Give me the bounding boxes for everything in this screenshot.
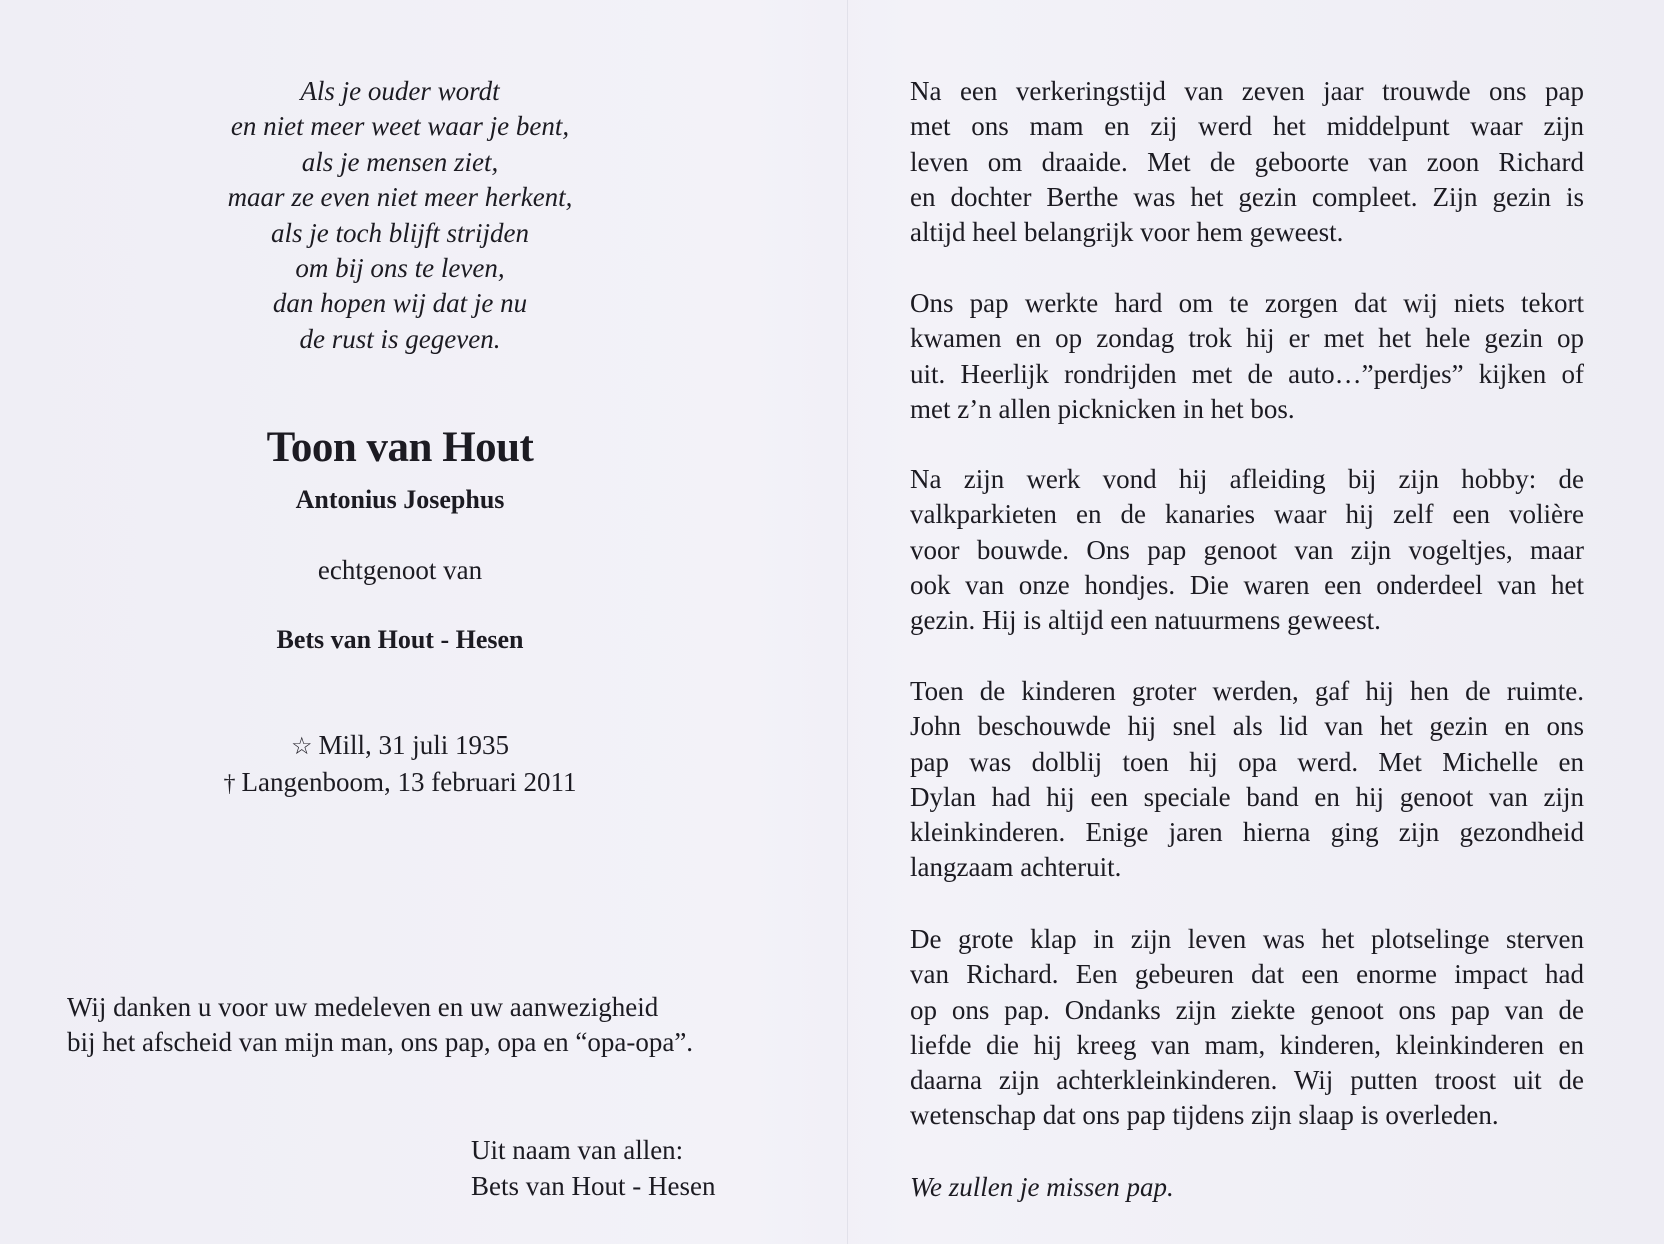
bio-line: De grote klap in zijn leven was het plotselinge sterven — [910, 924, 1584, 954]
poem-line: Als je ouder wordt — [300, 76, 500, 106]
memorial-poem — [100, 74, 700, 357]
left-panel — [0, 0, 830, 1244]
poem-line: dan hopen wij dat je nu — [272, 288, 528, 319]
bio-line: uit. Heerlijk rondrijden met de auto…”perdjes” kijken of — [910, 358, 1584, 389]
deceased-given-names: Antonius Josephus — [295, 485, 505, 514]
bio-line: wetenschap dat ons pap tijdens zijn slaap is overleden. — [910, 1100, 1499, 1131]
birth-line — [100, 728, 700, 765]
poem-line: om bij ons te leven, — [295, 253, 505, 284]
deceased-name: Toon van Hout — [266, 424, 534, 471]
bio-line: Na een verkeringstijd van zeven jaar trouwde ons pap — [910, 76, 1584, 106]
biography-paragraph — [910, 462, 1584, 638]
thanks-line: bij het afscheid van mijn man, ons pap, opa en “opa-opa”. — [67, 1027, 694, 1057]
bio-line: Dylan had hij een speciale band en hij genoot van zijn — [910, 781, 1584, 812]
life-dates — [100, 728, 700, 802]
poem-line: als je mensen ziet, — [301, 146, 499, 177]
poem-line: als je toch blijft strijden — [271, 217, 529, 248]
poem-line: maar ze even niet meer herkent, — [227, 182, 573, 213]
birth-date: Mill, 31 juli 1935 — [318, 730, 510, 760]
death-line — [100, 765, 700, 802]
bio-line: van Richard. Een gebeuren dat een enorme impact had — [910, 959, 1584, 990]
cross-icon: † — [223, 771, 236, 797]
spouse-label: echtgenoot van — [317, 555, 483, 585]
biography-paragraph — [910, 922, 1584, 1134]
bio-line: met ons mam en zij werd het middelpunt waar zijn — [910, 111, 1584, 142]
bio-line: en dochter Berthe was het gezin compleet. Zijn gezin is — [910, 181, 1584, 212]
bio-line: altijd heel belangrijk voor hem geweest. — [910, 217, 1344, 248]
bio-line: Na zijn werk vond hij afleiding bij zijn hobby: de — [910, 464, 1584, 494]
bio-line: gezin. Hij is altijd een natuurmens geweest. — [910, 605, 1381, 636]
signature — [471, 1132, 715, 1204]
biography-paragraph — [910, 74, 1584, 250]
star-icon: ☆ — [290, 734, 313, 760]
bio-line: voor bouwde. Ons pap genoot van zijn vogeltjes, maar — [910, 534, 1584, 565]
bio-line: Toen de kinderen groter werden, gaf hij hen de ruimte. — [910, 676, 1584, 706]
bio-line: kwamen en op zondag trok hij er met het hele gezin op — [910, 323, 1584, 354]
signature-line: Bets van Hout - Hesen — [471, 1171, 716, 1201]
bio-line: Ons pap werkte hard om te zorgen dat wij niets tekort — [910, 288, 1584, 318]
death-date: Langenboom, 13 februari 2011 — [241, 767, 577, 797]
bio-line: langzaam achteruit. — [910, 852, 1122, 883]
signature-line: Uit naam van allen: — [471, 1135, 684, 1165]
poem-line: de rust is gegeven. — [299, 323, 501, 354]
bio-line: op ons pap. Ondanks zijn ziekte genoot ons pap van de — [910, 994, 1584, 1025]
spouse-name: Bets van Hout - Hesen — [276, 625, 524, 654]
poem-line: en niet meer weet waar je bent, — [230, 111, 570, 142]
biography-paragraph — [910, 674, 1584, 886]
biography-paragraph — [910, 286, 1584, 427]
bio-line: valkparkieten en de kanaries waar hij zelf een volière — [910, 499, 1584, 530]
bio-line: kleinkinderen. Enige jaren hierna ging zijn gezondheid — [910, 817, 1584, 848]
bio-line: ook van onze hondjes. Die waren een onderdeel van het — [910, 569, 1584, 600]
thanks-line: Wij danken u voor uw medeleven en uw aanwezigheid — [67, 992, 659, 1022]
bio-line: liefde die hij kreeg van mam, kinderen, kleinkinderen en — [910, 1029, 1584, 1060]
bio-line: met z’n allen picknicken in het bos. — [910, 393, 1295, 424]
bio-line: John beschouwde hij snel als lid van het gezin en ons — [910, 711, 1584, 742]
biography-panel — [910, 0, 1584, 1244]
bio-line: leven om draaide. Met de geboorte van zoon Richard — [910, 146, 1584, 177]
card-fold — [847, 0, 848, 1244]
closing-line: We zullen je missen pap. — [910, 1172, 1174, 1202]
thank-you-note — [67, 990, 740, 1060]
bio-line: daarna zijn achterkleinkinderen. Wij putten troost uit de — [910, 1065, 1584, 1096]
bio-line: pap was dolblij toen hij opa werd. Met Michelle en — [910, 746, 1584, 777]
